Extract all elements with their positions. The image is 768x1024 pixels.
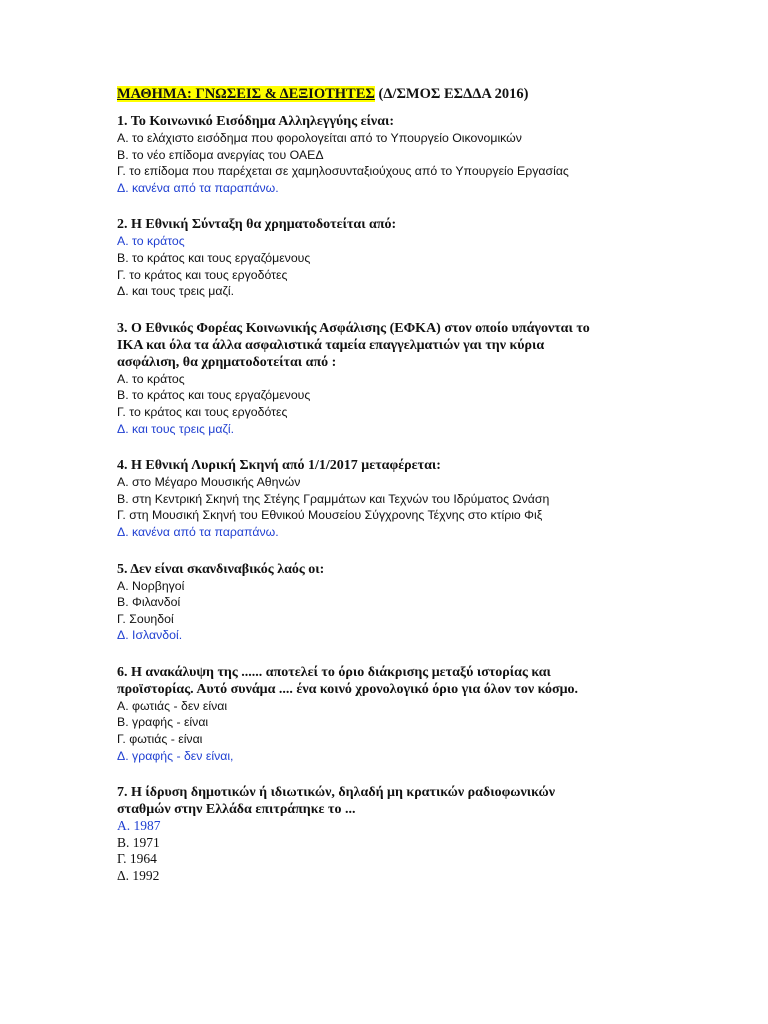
question-text: 7. Η ίδρυση δημοτικών ή ιδιωτικών, δηλαδή μη κρατικών ραδιοφωνικών bbox=[117, 785, 555, 801]
question-text: 5. Δεν είναι σκανδιναβικός λαός οι: bbox=[117, 561, 325, 577]
answer-option-correct: Δ. κανένα από τα παραπάνω. bbox=[117, 524, 279, 539]
question-list bbox=[117, 113, 647, 885]
question-text: 1. Το Κοινωνικό Εισόδημα Αλληλεγγύης είναι: bbox=[117, 114, 395, 129]
question-text: 4. Η Εθνική Λυρική Σκηνή από 1/1/2017 μεταφέρεται: bbox=[117, 458, 441, 474]
answer-option-correct: Δ. και τους τρεις μαζί. bbox=[117, 421, 235, 436]
question-text: ασφάλιση, θα χρηματοδοτείται από : bbox=[117, 354, 337, 370]
document-page bbox=[117, 86, 647, 905]
question-text: σταθμών στην Ελλάδα επιτράπηκε το ... bbox=[117, 802, 356, 818]
answer-option: Β. το κράτος και τους εργαζόμενους bbox=[117, 388, 311, 403]
answer-option: Α. στο Μέγαρο Μουσικής Αθηνών bbox=[117, 475, 301, 490]
question-2 bbox=[117, 216, 647, 299]
answer-option: Γ. το κράτος και τους εργοδότες bbox=[117, 404, 288, 419]
title-suffix: (Δ/ΣΜΟΣ ΕΣΔΔΑ 2016) bbox=[374, 86, 529, 102]
answer-option: Γ. Σουηδοί bbox=[117, 611, 174, 626]
answer-option: Γ. το κράτος και τους εργοδότες bbox=[117, 267, 288, 282]
question-text: 6. Η ανακάλυψη της ...... αποτελεί το όριο διάκρισης μεταξύ ιστορίας και bbox=[117, 664, 551, 680]
answer-option: Α. Νορβηγοί bbox=[117, 578, 185, 593]
question-text: 2. Η Εθνική Σύνταξη θα χρηματοδοτείται από: bbox=[117, 217, 397, 233]
answer-option: Δ. και τους τρεις μαζί. bbox=[117, 284, 235, 299]
answer-option-correct: Δ. Ισλανδοί. bbox=[117, 628, 183, 643]
answer-option: Γ. στη Μουσική Σκηνή του Εθνικού Μουσείου Σύγχρονης Τέχνης στο κτίριο Φιξ bbox=[117, 508, 543, 523]
page-title bbox=[117, 86, 647, 103]
question-4 bbox=[117, 457, 647, 540]
question-text: προϊστορίας. Αυτό συνάμα .... ένα κοινό χρονολογικό όριο για όλον τον κόσμο. bbox=[117, 681, 579, 697]
answer-option: Α. το ελάχιστο εισόδημα που φορολογείται από το Υπουργείο Οικονομικών bbox=[117, 131, 522, 145]
answer-option-correct: Α. 1987 bbox=[117, 818, 161, 834]
answer-option: Γ. το επίδομα που παρέχεται σε χαμηλοσυνταξιούχους από το Υπουργείο Εργασίας bbox=[117, 164, 569, 179]
answer-option: Β. Φιλανδοί bbox=[117, 595, 181, 610]
answer-option: Δ. 1992 bbox=[117, 868, 160, 884]
answer-option: Α. το κράτος bbox=[117, 371, 185, 386]
answer-option: Β. στη Κεντρική Σκηνή της Στέγης Γραμμάτων και Τεχνών του Ιδρύματος Ωνάση bbox=[117, 491, 550, 506]
question-text: 3. Ο Εθνικός Φορέας Κοινωνικής Ασφάλισης (ΕΦΚΑ) στον οποίο υπάγονται το bbox=[117, 320, 590, 336]
answer-option: Α. φωτιάς - δεν είναι bbox=[117, 698, 228, 713]
answer-option-correct: Δ. κανένα από τα παραπάνω. bbox=[117, 180, 279, 195]
answer-option: Β. 1971 bbox=[117, 834, 160, 850]
question-7 bbox=[117, 784, 647, 884]
question-text: ΙΚΑ και όλα τα άλλα ασφαλιστικά ταμεία επαγγελματιών γαι την κύρια bbox=[117, 337, 545, 353]
question-5 bbox=[117, 561, 647, 644]
answer-option: Β. γραφής - είναι bbox=[117, 715, 209, 730]
title-highlighted: ΜΑΘΗΜΑ: ΓΝΩΣΕΙΣ & ΔΕΞΙΟΤΗΤΕΣ bbox=[117, 86, 375, 102]
question-3 bbox=[117, 320, 647, 437]
answer-option-correct: Α. το κράτος bbox=[117, 234, 185, 249]
answer-option: Β. το νέο επίδομα ανεργίας του ΟΑΕΔ bbox=[117, 147, 324, 162]
question-6 bbox=[117, 664, 647, 764]
answer-option: Β. το κράτος και τους εργαζόμενους bbox=[117, 250, 311, 265]
answer-option: Γ. φωτιάς - είναι bbox=[117, 732, 203, 747]
answer-option-correct: Δ. γραφής - δεν είναι, bbox=[117, 748, 234, 763]
answer-option: Γ. 1964 bbox=[117, 851, 157, 867]
question-1 bbox=[117, 113, 647, 196]
